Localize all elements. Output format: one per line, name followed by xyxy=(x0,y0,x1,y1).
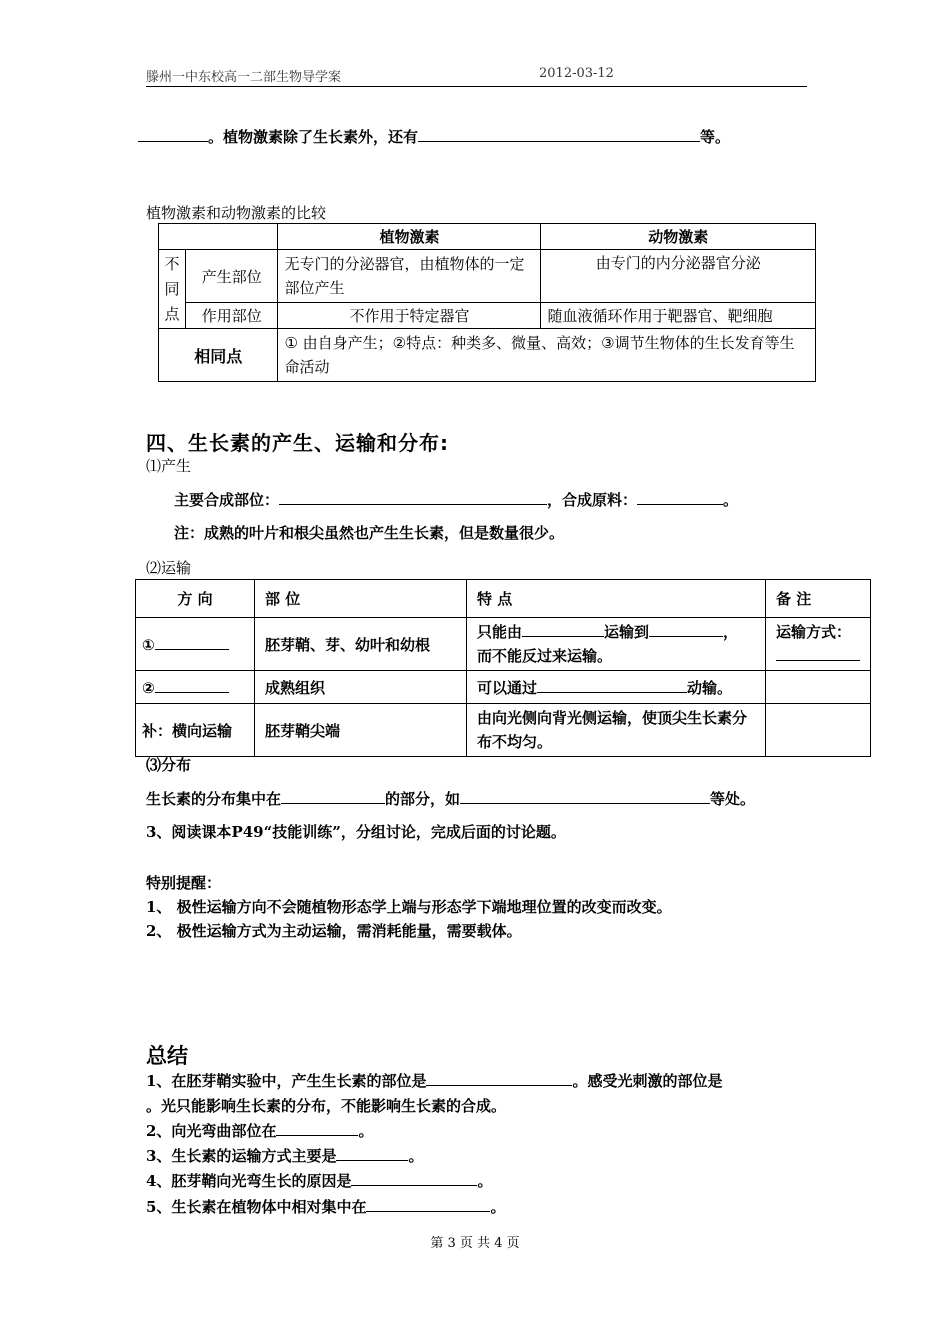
r2-direction: ② xyxy=(136,671,255,704)
summary-3: 3、生长素的运输方式主要是 。 xyxy=(146,1147,424,1165)
sub-transport: ⑵运输 xyxy=(146,559,192,577)
blank xyxy=(426,1070,572,1086)
row2-animal: 随血液循环作用于靶器官、靶细胞 xyxy=(541,303,816,329)
row2-plant: 不作用于特定器官 xyxy=(278,303,541,329)
r3-feature: 由向光侧向背光侧运输，使顶尖生长素分布不均匀。 xyxy=(467,704,766,757)
th-feature: 特 点 xyxy=(467,580,766,618)
summary-2: 2、向光弯曲部位在 。 xyxy=(146,1122,374,1140)
blank xyxy=(522,621,604,637)
same-label: 相同点 xyxy=(159,329,278,382)
th-part: 部 位 xyxy=(255,580,467,618)
header-rule xyxy=(146,86,807,87)
blank xyxy=(279,489,547,505)
intro-line: 。植物激素除了生长素外，还有 等。 xyxy=(138,126,730,147)
r2-feature: 可以通过 动输。 xyxy=(467,671,766,704)
row1-plant: 无专门的分泌器官，由植物体的一定部位产生 xyxy=(278,250,541,303)
synth-line: 主要合成部位： ，合成原料： 。 xyxy=(174,491,739,509)
sub-distribution: ⑶分布 xyxy=(146,756,192,774)
blank xyxy=(418,126,700,142)
page-number: 第 3 页 共 4 页 xyxy=(430,1236,520,1251)
transport-table xyxy=(135,579,871,757)
blank xyxy=(276,1120,358,1136)
blank xyxy=(155,677,229,693)
remind-item-1: 1、 极性运输方向不会随植物形态学上端与形态学下端地理位置的改变而改变。 xyxy=(146,898,672,916)
row2-label: 作用部位 xyxy=(186,303,278,329)
r3-part: 胚芽鞘尖端 xyxy=(255,704,467,757)
summary-5: 5、生长素在植物体中相对集中在 。 xyxy=(146,1198,506,1216)
r1-part: 胚芽鞘、芽、幼叶和幼根 xyxy=(255,618,467,671)
blank xyxy=(155,634,229,650)
same-text: ① 由自身产生；②特点：种类多、微量、高效；③调节生物体的生长发育等生命活动 xyxy=(278,329,816,382)
col-plant: 植物激素 xyxy=(278,224,541,250)
row1-animal: 由专门的内分泌器官分泌 xyxy=(541,250,816,303)
blank xyxy=(351,1170,477,1186)
reading-task: 3、阅读课本P49“技能训练”，分组讨论，完成后面的讨论题。 xyxy=(146,823,566,841)
note-line: 注：成熟的叶片和根尖虽然也产生生长素，但是数量很少。 xyxy=(174,524,565,542)
blank xyxy=(336,1145,408,1161)
diff-label: 不 同 点 xyxy=(159,250,186,329)
blank xyxy=(776,645,860,661)
summary-1-cont: 。光只能影响生长素的分布，不能影响生长素的合成。 xyxy=(146,1097,507,1115)
header-title: 滕州一中东校高一二部生物导学案 xyxy=(146,70,342,85)
r1-direction: ① xyxy=(136,618,255,671)
remind-title: 特别提醒： xyxy=(146,874,222,892)
dist-line: 生长素的分布集中在 的部分，如 等处。 xyxy=(146,790,756,808)
r2-part: 成熟组织 xyxy=(255,671,467,704)
blank xyxy=(460,788,710,804)
remind-item-2: 2、 极性运输方式为主动运输，需消耗能量，需要载体。 xyxy=(146,922,522,940)
blank xyxy=(281,788,385,804)
th-direction: 方 向 xyxy=(136,580,255,618)
r3-direction: 补：横向运输 xyxy=(136,704,255,757)
blank xyxy=(649,621,723,637)
blank xyxy=(138,126,208,142)
summary-title: 总结 xyxy=(146,1043,188,1068)
summary-1: 1、在胚芽鞘实验中，产生生长素的部位是 。感受光刺激的部位是 xyxy=(146,1072,723,1090)
compare-caption: 植物激素和动物激素的比较 xyxy=(146,204,327,222)
r1-note: 运输方式： xyxy=(766,618,871,671)
th-note: 备 注 xyxy=(766,580,871,618)
blank xyxy=(537,677,687,693)
row1-label: 产生部位 xyxy=(186,250,278,303)
col-animal: 动物激素 xyxy=(541,224,816,250)
sub-produce: ⑴产生 xyxy=(146,457,192,475)
blank xyxy=(366,1196,490,1212)
summary-4: 4、胚芽鞘向光弯生长的原因是 。 xyxy=(146,1172,493,1190)
blank xyxy=(637,489,723,505)
r1-feature: 只能由 运输到 ， 而不能反过来运输。 xyxy=(467,618,766,671)
compare-table xyxy=(158,223,816,382)
header-date: 2012-03-12 xyxy=(539,66,614,81)
section-title: 四、生长素的产生、运输和分布: xyxy=(146,431,449,455)
